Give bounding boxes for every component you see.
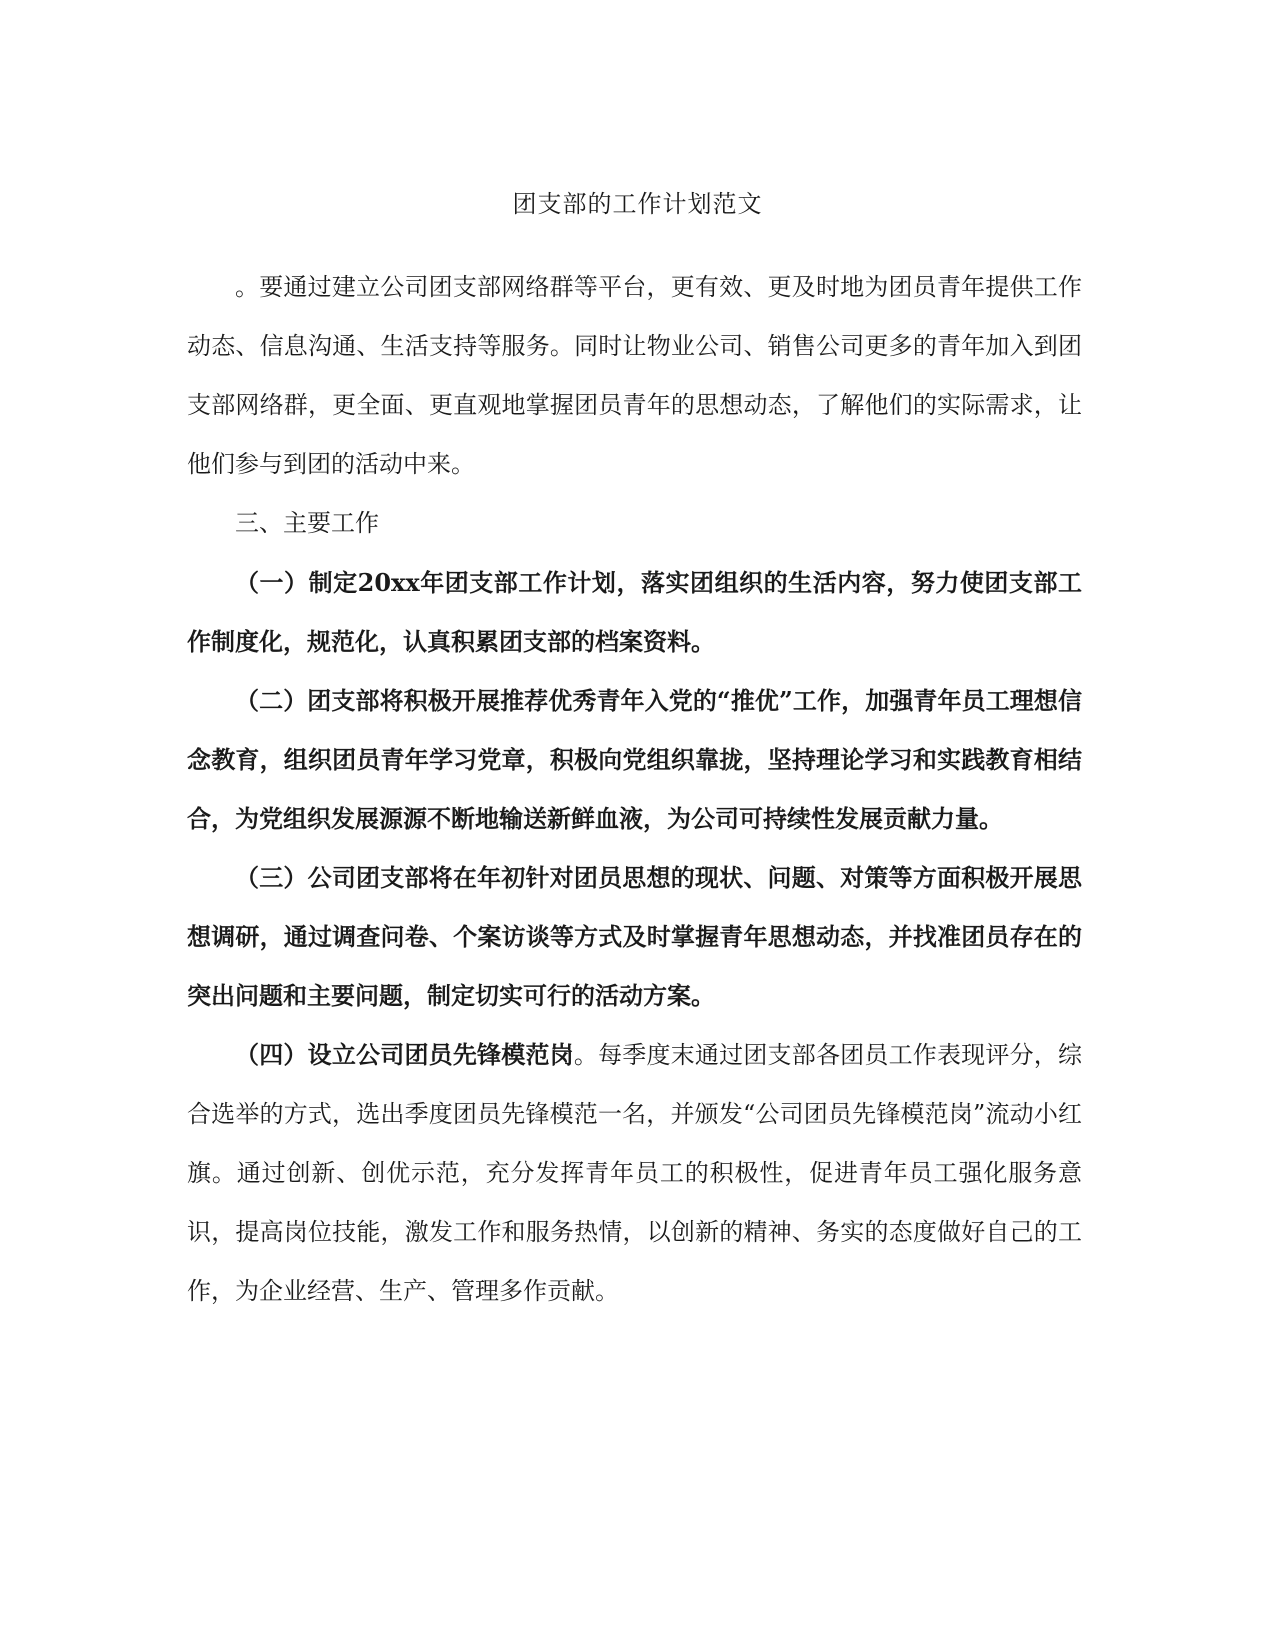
document-title: 团支部的工作计划范文 — [512, 190, 763, 218]
work-item-1: （一）制定20xx年团支部工作计划，落实团组织的生活内容，努力使团支部工作制度化，规范化，认真积累团支部的档案资料。 — [187, 568, 1082, 656]
intro-paragraph: 。要通过建立公司团支部网络群等平台，更有效、更及时地为团员青年提供工作动态、信息沟通、生活支持等服务。同时让物业公司、销售公司更多的青年加入到团支部网络群，更全面、更直观地掌握团员青年的思想动态，了解他们的实际需求，让他们参与到团的活动中来。 — [187, 273, 1082, 478]
work-item-4-body: 。每季度末通过团支部各团员工作表现评分，综合选举的方式，选出季度团员先锋模范一名，并颁发“公司团员先锋模范岗”流动小红旗。通过创新、创优示范，充分发挥青年员工的积极性，促进青年员工强化服务意识，提高岗位技能，激发工作和服务热情，以创新的精神、务实的态度做好自己的工作，为企业经营、生产、管理多作贡献。 — [187, 1041, 1083, 1305]
work-item-4 — [187, 1025, 1082, 1321]
section-heading: 三、主要工作 — [235, 509, 379, 537]
work-item-3: （三）公司团支部将在年初针对团员思想的现状、问题、对策等方面积极开展思想调研，通过调查问卷、个案访谈等方式及时掌握青年思想动态，并找准团员存在的突出问题和主要问题，制定切实可行的活动方案。 — [187, 863, 1082, 1010]
document-body — [187, 258, 1082, 1321]
work-item-4-heading: （四）设立公司团员先锋模范岗 — [235, 1040, 574, 1069]
work-item-2: （二）团支部将积极开展推荐优秀青年入党的“推优”工作，加强青年员工理想信念教育，组织团员青年学习党章，积极向党组织靠拢，坚持理论学习和实践教育相结合，为党组织发展源源不断地输送新鲜血液，为公司可持续性发展贡献力量。 — [187, 686, 1082, 833]
